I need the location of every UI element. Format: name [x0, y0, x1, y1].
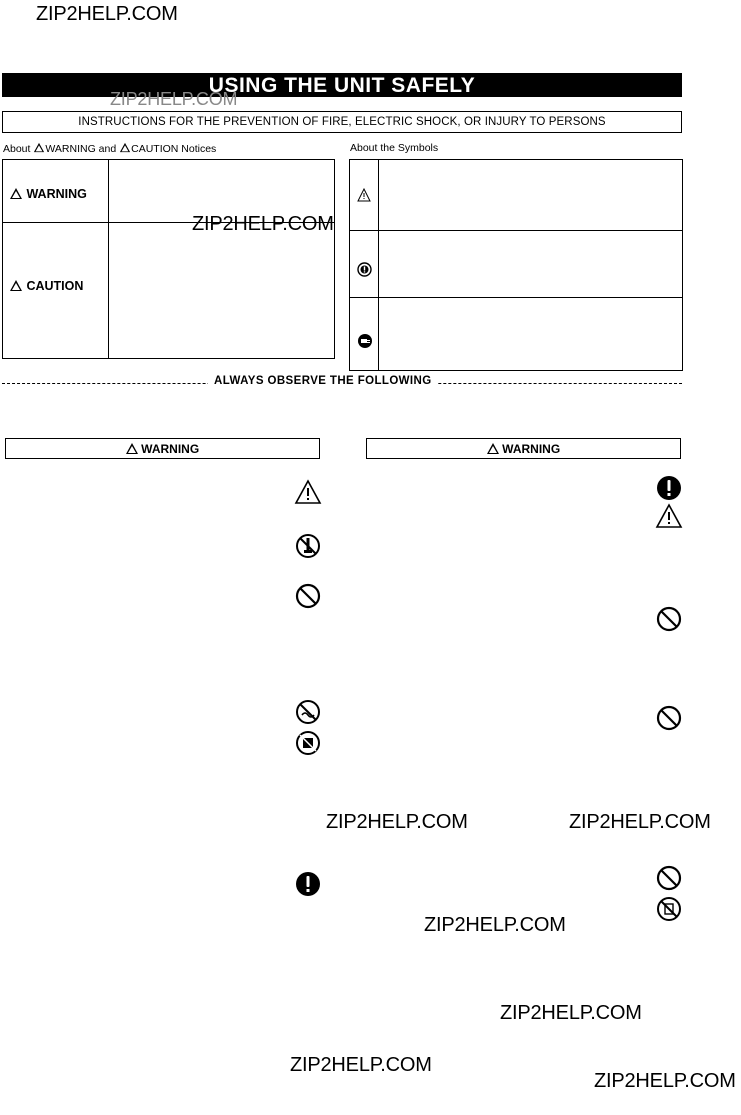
notices-heading-about: About [3, 143, 31, 155]
warning-triangle-icon [10, 188, 22, 199]
watermark-text: ZIP2HELP.COM [569, 811, 711, 833]
prohibited-icon [655, 704, 683, 732]
caution-triangle-icon [294, 478, 322, 506]
prohibited-icon [294, 582, 322, 610]
prohibited-icon [655, 864, 683, 892]
prohibited-icon [655, 605, 683, 633]
caution-notice-label [10, 277, 83, 295]
do-not-disassemble-icon [294, 532, 322, 560]
warning-notice-label [10, 185, 87, 203]
notices-heading-and: and [98, 143, 117, 155]
instructions-subtitle: INSTRUCTIONS FOR THE PREVENTION OF FIRE, ELECTRIC SHOCK, OR INJURY TO PERSONS [2, 111, 682, 133]
watermark-text: ZIP2HELP.COM [326, 811, 468, 833]
warning-triangle-icon [10, 280, 22, 291]
right-warning-label: WARNING [502, 442, 561, 456]
left-warning-header [5, 438, 320, 459]
table-divider [108, 159, 109, 358]
symbols-heading: About the Symbols [350, 142, 439, 154]
warning-triangle-icon [34, 143, 44, 152]
table-divider [349, 230, 683, 231]
watermark-text: ZIP2HELP.COM [36, 3, 178, 25]
mandatory-action-icon [655, 474, 683, 502]
watermark-text: ZIP2HELP.COM [192, 213, 334, 235]
watermark-text: ZIP2HELP.COM [594, 1070, 736, 1092]
watermark-text: ZIP2HELP.COM [424, 914, 566, 936]
warning-triangle-icon [120, 143, 130, 152]
watermark-text: ZIP2HELP.COM [290, 1054, 432, 1076]
watermark-text: ZIP2HELP.COM [500, 1002, 642, 1024]
mandatory-action-icon [294, 870, 322, 898]
notices-heading-warning: WARNING [45, 143, 96, 155]
right-warning-header [366, 438, 681, 459]
notices-heading [3, 142, 216, 155]
caution-label: CAUTION [26, 279, 84, 293]
table-divider [349, 297, 683, 298]
warning-triangle-icon [487, 443, 499, 454]
do-not-touch-icon [294, 729, 322, 757]
page-title-banner: USING THE UNIT SAFELY [2, 73, 682, 97]
notices-heading-caution: CAUTION Notices [131, 143, 217, 155]
table-divider [378, 159, 379, 370]
caution-triangle-icon [357, 188, 371, 202]
do-not-use-near-water-icon [655, 895, 683, 923]
warning-label: WARNING [26, 187, 87, 201]
mandatory-action-icon [357, 262, 372, 277]
unplug-icon [357, 333, 373, 349]
left-warning-label: WARNING [141, 442, 200, 456]
watermark-text: ZIP2HELP.COM [110, 89, 238, 109]
symbols-table [349, 159, 683, 371]
do-not-use-near-water-icon [294, 698, 322, 726]
observe-heading: ALWAYS OBSERVE THE FOLLOWING [208, 375, 438, 387]
warning-triangle-icon [126, 443, 138, 454]
caution-triangle-icon [655, 502, 683, 530]
